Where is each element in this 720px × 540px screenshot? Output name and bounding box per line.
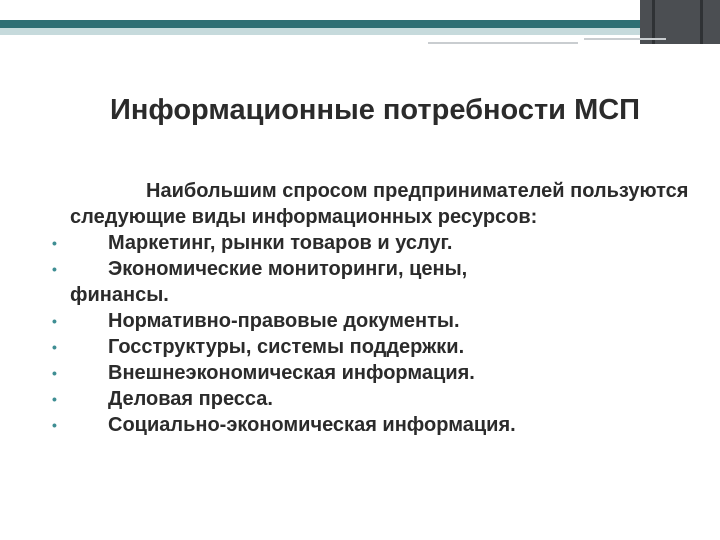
header-band <box>0 20 720 28</box>
list-item-text: Нормативно-правовые документы. <box>108 310 460 332</box>
bullet-icon: • <box>52 391 57 407</box>
header-rule-line <box>428 42 578 44</box>
list-item-text: Деловая пресса. <box>108 388 273 410</box>
header-rule-line <box>584 38 666 40</box>
list-item-text: Экономические мониторинги, цены, <box>108 258 468 280</box>
slide-body <box>52 178 702 438</box>
accent-stripe <box>700 0 703 44</box>
bullet-icon: • <box>52 261 57 277</box>
list-item-text: Внешнеэкономическая информация. <box>108 362 475 384</box>
list-item <box>52 412 702 438</box>
list-item-text-continued: финансы. <box>70 284 169 306</box>
list-item <box>52 256 702 308</box>
bullet-icon: • <box>52 365 57 381</box>
list-item <box>52 334 702 360</box>
list-item-text: Социально-экономическая информация. <box>108 414 516 436</box>
list-item-text: Маркетинг, рынки товаров и услуг. <box>108 232 453 254</box>
list-item <box>52 360 702 386</box>
intro-paragraph: Наибольшим спросом предпринимателей пользуются следующие виды информационных ресурсов: <box>70 180 689 228</box>
list-item <box>52 308 702 334</box>
bullet-icon: • <box>52 417 57 433</box>
bullet-icon: • <box>52 313 57 329</box>
list-item <box>52 386 702 412</box>
bullet-icon: • <box>52 339 57 355</box>
list-item <box>52 230 702 256</box>
header-band-light <box>0 28 720 35</box>
list-item-text: Госструктуры, системы поддержки. <box>108 336 465 358</box>
bullet-icon: • <box>52 235 57 251</box>
slide-title: Информационные потребности МСП <box>109 94 641 126</box>
